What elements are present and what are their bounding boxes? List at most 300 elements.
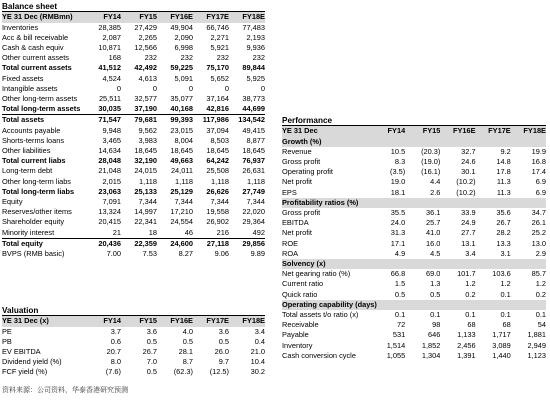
cell-value: 27.7 (461, 228, 476, 238)
cell-value: 24.6 (461, 156, 476, 166)
table-row (282, 249, 546, 259)
row-label: Receivable (282, 320, 319, 330)
row-label: Other current assets (2, 53, 69, 63)
cell-value: 77,483 (242, 22, 265, 32)
table-row (282, 157, 546, 167)
table-row (282, 279, 546, 289)
cell-value: 8,503 (210, 135, 229, 145)
row-label: Current ratio (282, 279, 324, 289)
row-label: Inventory (282, 340, 313, 350)
cell-value: 7,091 (102, 196, 121, 206)
row-label: Revenue (282, 146, 312, 156)
section-header (282, 259, 546, 269)
table-header (2, 12, 265, 23)
cell-value: 41.0 (425, 228, 441, 238)
cell-value: 0.1 (465, 309, 476, 319)
table-row (282, 330, 546, 340)
table-row (282, 218, 546, 228)
cell-value: 25.2 (531, 228, 546, 238)
table-row (282, 351, 546, 361)
table-row (2, 177, 265, 187)
table-row (2, 104, 265, 115)
cell-value: 2.9 (535, 248, 546, 258)
cell-value: 8.27 (178, 248, 193, 258)
cell-value: 26,631 (242, 166, 265, 176)
cell-value: 27,749 (242, 186, 265, 196)
table-row (282, 177, 546, 187)
cell-value: 7,344 (174, 196, 193, 206)
row-label: Total current liabs (2, 156, 66, 166)
cell-value: 1,118 (247, 176, 265, 186)
cell-value: 36.1 (425, 207, 441, 217)
cell-value: 2,090 (174, 32, 193, 42)
cell-value: 1,391 (457, 350, 476, 360)
cell-value: 26,902 (206, 217, 229, 227)
cell-value: 24.0 (390, 218, 406, 228)
cell-value: 7,344 (246, 196, 265, 206)
cell-value: 6,998 (174, 42, 193, 52)
table-row (2, 228, 265, 239)
cell-value: 0.1 (394, 309, 406, 319)
cell-value: 13.1 (461, 238, 476, 248)
row-label: Shorts-terms loans (2, 135, 65, 145)
cell-value: 26.7 (142, 346, 157, 356)
table-row (2, 84, 265, 94)
cell-value: 54 (537, 320, 546, 330)
cell-value: 38,773 (242, 93, 265, 103)
cell-value: 10.5 (390, 146, 406, 156)
cell-value: 4.5 (430, 248, 441, 258)
cell-value: 2,265 (138, 32, 157, 42)
cell-value: 25,133 (134, 186, 157, 196)
row-label: YE 31 Dec (RMBmn) (2, 12, 85, 23)
cell-value: 9.06 (214, 248, 229, 258)
cell-value: 21,048 (98, 166, 121, 176)
table-row (2, 94, 265, 104)
cell-value: 5,921 (210, 42, 229, 52)
cell-value: FY15 (121, 316, 157, 327)
row-label: ROE (282, 238, 299, 248)
cell-value: (3.5) (389, 167, 406, 177)
cell-value: 18.1 (390, 187, 406, 197)
table-row (282, 188, 546, 198)
table-header (282, 126, 546, 137)
cell-value: 27,118 (193, 238, 229, 249)
cell-value: 0 (152, 83, 157, 93)
cell-value: 23,063 (98, 186, 121, 196)
cell-value: 35.5 (390, 207, 406, 217)
section-title: Profitability ratios (%) (282, 198, 546, 208)
row-label: PE (2, 326, 12, 336)
cell-value: 1,118 (139, 176, 157, 186)
cell-value: 20.7 (106, 346, 121, 356)
cell-value: (10.2) (456, 177, 476, 187)
row-label: Total long-term liabs (2, 186, 75, 196)
cell-value: 46 (184, 227, 193, 237)
cell-value: FY18E (229, 316, 265, 327)
cell-value: 3,465 (102, 135, 121, 145)
row-label: ROA (282, 248, 299, 258)
table-row (2, 23, 265, 33)
table-row (2, 136, 265, 146)
row-label: EPS (282, 187, 297, 197)
row-label: EBITDA (282, 218, 309, 228)
row-label: Gross profit (282, 207, 321, 217)
row-label: Total assets t/o ratio (x) (282, 309, 359, 319)
cell-value: 0 (116, 83, 121, 93)
cell-value: 1.2 (465, 279, 476, 289)
cell-value: 3.6 (146, 326, 157, 336)
table-row (2, 115, 265, 126)
row-label: Total equity (2, 238, 85, 249)
cell-value: 89,844 (242, 63, 265, 73)
cell-value: 1,440 (492, 350, 511, 360)
cell-value: 7.53 (142, 248, 157, 258)
cell-value: 7.00 (106, 248, 121, 258)
row-label: Fixed assets (2, 73, 44, 83)
cell-value: 21 (112, 227, 121, 237)
cell-value: 20,415 (98, 217, 121, 227)
cell-value: 5,925 (246, 73, 265, 83)
cell-value: (20.3) (421, 146, 441, 156)
table-row (2, 367, 265, 377)
cell-value: 37,164 (206, 93, 229, 103)
cell-value: 18,645 (206, 145, 229, 155)
table-row (2, 126, 265, 136)
cell-value: 49,904 (170, 22, 193, 32)
cell-value: 2,193 (246, 32, 265, 42)
cell-value: 0.5 (430, 289, 441, 299)
cell-value: 2,087 (102, 32, 121, 42)
cell-value: 32,190 (134, 156, 157, 166)
cell-value: 24,600 (157, 238, 193, 249)
table-row (282, 269, 546, 279)
table-row (2, 43, 265, 53)
cell-value: 10.4 (250, 357, 265, 367)
cell-value: FY17E (193, 316, 229, 327)
cell-value: 26.7 (496, 218, 511, 228)
cell-value: 8,004 (174, 135, 193, 145)
cell-value: (12.5) (209, 367, 229, 377)
cell-value: 40,168 (170, 104, 193, 114)
cell-value: 17,210 (170, 207, 193, 217)
cell-value: 44,699 (242, 104, 265, 114)
cell-value: 3,089 (492, 340, 511, 350)
cell-value: 16.8 (531, 156, 546, 166)
cell-value: 68 (502, 320, 511, 330)
table-row (2, 327, 265, 337)
cell-value: 1.2 (500, 279, 511, 289)
cell-value: 6.9 (535, 177, 546, 187)
cell-value: 3.4 (254, 326, 265, 336)
row-label: Other long-term liabs (2, 176, 72, 186)
cell-value: 30.1 (461, 167, 476, 177)
cell-value: 1.2 (535, 279, 546, 289)
cell-value: 41,512 (98, 63, 121, 73)
cell-value: FY18E (229, 12, 265, 23)
row-label: Gross profit (282, 156, 321, 166)
row-label: Inventories (2, 22, 39, 32)
valuation-title: Valuation (2, 306, 265, 316)
table-row (2, 249, 265, 259)
cell-value: 1,304 (421, 350, 441, 360)
cell-value: 1,118 (211, 176, 229, 186)
row-label: Total long-term assets (2, 104, 81, 114)
cell-value: 0.1 (535, 309, 546, 319)
cell-value: 32.7 (461, 146, 476, 156)
cell-value: 20,436 (85, 238, 121, 249)
cell-value: 25,129 (170, 186, 193, 196)
cell-value: 9.7 (218, 357, 229, 367)
cell-value: 9.2 (500, 146, 511, 156)
cell-value: 3,983 (138, 135, 157, 145)
cell-value: 19.9 (531, 146, 546, 156)
cell-value: 232 (216, 53, 229, 63)
table-row (2, 63, 265, 73)
cell-value: 9,948 (102, 125, 121, 135)
cell-value: 30.2 (250, 367, 265, 377)
cell-value: 6.9 (535, 187, 546, 197)
row-label: Accounts payable (2, 125, 61, 135)
cell-value: 117,986 (193, 115, 229, 126)
cell-value: 37,094 (206, 125, 229, 135)
cell-value: 17.4 (531, 167, 546, 177)
cell-value: FY16E (157, 12, 193, 23)
row-label: EV EBITDA (2, 346, 41, 356)
cell-value: 66,746 (206, 22, 229, 32)
cell-value: 34.7 (531, 207, 546, 217)
section-header (282, 300, 546, 310)
cell-value: 232 (252, 53, 265, 63)
cell-value: 14.8 (496, 156, 511, 166)
cell-value: 49,415 (242, 125, 265, 135)
section-title: Growth (%) (282, 137, 546, 147)
cell-value: 3.1 (500, 248, 511, 258)
row-label: BVPS (RMB basic) (2, 248, 65, 258)
cell-value: (16.1) (421, 167, 441, 177)
balance-sheet-title: Balance sheet (2, 2, 265, 12)
row-label: Reserves/other items (2, 207, 72, 217)
cell-value: 4.4 (430, 177, 441, 187)
cell-value: 1,123 (527, 350, 546, 360)
cell-value: 2,456 (457, 340, 476, 350)
cell-value: 3.4 (465, 248, 476, 258)
cell-value: (10.2) (456, 187, 476, 197)
cell-value: 4.0 (182, 326, 193, 336)
cell-value: (62.3) (173, 367, 193, 377)
cell-value: 3.7 (110, 326, 121, 336)
cell-value: 1.5 (394, 279, 406, 289)
cell-value: 1,118 (175, 176, 193, 186)
cell-value: 25,508 (206, 166, 229, 176)
cell-value: 4.9 (394, 248, 406, 258)
cell-value: 0.2 (465, 289, 476, 299)
row-label: Dividend yield (%) (2, 357, 62, 367)
cell-value: 1,133 (457, 330, 476, 340)
cell-value: 64,242 (206, 156, 229, 166)
cell-value: (19.0) (421, 156, 441, 166)
cell-value: 4,613 (138, 73, 157, 83)
row-label: Quick ratio (282, 289, 318, 299)
table-row (2, 337, 265, 347)
cell-value: 18,645 (170, 145, 193, 155)
table-row (282, 228, 546, 238)
cell-value: 19.0 (390, 177, 406, 187)
table-row (2, 53, 265, 63)
cell-value: 8.0 (110, 357, 121, 367)
table-header (2, 316, 265, 327)
cell-value: 16.0 (425, 238, 441, 248)
cell-value: 24,554 (170, 217, 193, 227)
cell-value: 11.3 (496, 187, 511, 197)
table-row (2, 357, 265, 367)
section-title: Operating capability (days) (282, 300, 546, 310)
table-row (2, 166, 265, 176)
table-row (2, 238, 265, 249)
cell-value: FY14 (85, 12, 121, 23)
cell-value: 19,558 (206, 207, 229, 217)
cell-value: 11.3 (496, 177, 511, 187)
cell-value: 71,547 (85, 115, 121, 126)
section-header (282, 198, 546, 208)
cell-value: FY17E (193, 12, 229, 23)
row-label: Total assets (2, 115, 85, 126)
table-row (282, 320, 546, 330)
cell-value: 17.8 (496, 167, 511, 177)
row-label: Other long-term assets (2, 93, 78, 103)
cell-value: 28,385 (98, 22, 121, 32)
row-label: Net profit (282, 228, 312, 238)
cell-value: 33.9 (461, 207, 476, 217)
cell-value: 28.1 (178, 346, 193, 356)
row-label: Minority interest (2, 227, 55, 237)
cell-value: 0.6 (110, 336, 121, 346)
table-row (2, 33, 265, 43)
table-row (2, 187, 265, 197)
cell-value: 66.8 (390, 269, 406, 279)
cell-value: 18,645 (134, 145, 157, 155)
row-label: Net profit (282, 177, 312, 187)
cell-value: 8.7 (182, 357, 193, 367)
table-row (2, 207, 265, 217)
row-label: Shareholder equity (2, 217, 65, 227)
cell-value: 0.1 (500, 309, 511, 319)
cell-value: 103.6 (492, 269, 511, 279)
cell-value: FY18E (511, 126, 546, 137)
cell-value: 216 (216, 227, 229, 237)
balance-sheet-table (2, 12, 265, 259)
cell-value: 0.5 (146, 367, 157, 377)
row-label: FCF yield (%) (2, 367, 48, 377)
table-row (282, 239, 546, 249)
cell-value: 0 (260, 83, 265, 93)
cell-value: 13.0 (531, 238, 546, 248)
section-header (282, 137, 546, 147)
row-label: Long-term debt (2, 166, 53, 176)
cell-value: 2,271 (210, 32, 229, 42)
cell-value: 7.0 (146, 357, 157, 367)
cell-value: 531 (392, 330, 406, 340)
cell-value: 42,816 (206, 104, 229, 114)
cell-value: 28,048 (98, 156, 121, 166)
cell-value: 18,645 (242, 145, 265, 155)
cell-value: 29,364 (242, 217, 265, 227)
cell-value: 26.1 (531, 218, 546, 228)
table-row (2, 347, 265, 357)
cell-value: 79,681 (121, 115, 157, 126)
cell-value: 35,077 (170, 93, 193, 103)
cell-value: 2,015 (102, 176, 121, 186)
cell-value: 492 (252, 227, 265, 237)
cell-value: 37,190 (134, 104, 157, 114)
cell-value: 24.9 (461, 218, 476, 228)
row-label: Other liabilities (2, 145, 51, 155)
cell-value: 26.0 (214, 346, 229, 356)
cell-value: 0.5 (394, 289, 406, 299)
cell-value: 31.3 (390, 228, 406, 238)
cell-value: 1,514 (386, 340, 406, 350)
cell-value: 8.3 (394, 156, 406, 166)
cell-value: 0.5 (182, 336, 193, 346)
table-row (2, 197, 265, 207)
cell-value: 69.0 (425, 269, 441, 279)
cell-value: 101.7 (457, 269, 476, 279)
cell-value: 98 (432, 320, 441, 330)
table-row (282, 147, 546, 157)
cell-value: 68 (467, 320, 476, 330)
cell-value: 3.6 (218, 326, 229, 336)
cell-value: 59,225 (170, 63, 193, 73)
cell-value: 0.4 (254, 336, 265, 346)
cell-value: 76,937 (242, 156, 265, 166)
cell-value: 14,634 (98, 145, 121, 155)
cell-value: 23,015 (170, 125, 193, 135)
row-label: Equity (2, 196, 23, 206)
cell-value: 22,020 (242, 207, 265, 217)
performance-title: Performance (282, 116, 546, 126)
cell-value: 4,524 (102, 73, 121, 83)
source-note: 资料来源：公司资料，华泰香港研究预测 (2, 387, 128, 394)
cell-value: 13,324 (98, 207, 121, 217)
table-row (2, 74, 265, 84)
cell-value: 29,856 (229, 238, 265, 249)
cell-value: 1,717 (492, 330, 511, 340)
cell-value: 1,055 (386, 350, 406, 360)
cell-value: 134,542 (229, 115, 265, 126)
valuation-table (2, 316, 265, 378)
cell-value: FY16E (157, 316, 193, 327)
row-label: Cash conversion cycle (282, 350, 356, 360)
cell-value: 0.5 (146, 336, 157, 346)
table-row (282, 208, 546, 218)
row-label: Net gearing ratio (%) (282, 269, 351, 279)
table-row (282, 167, 546, 177)
cell-value: 35.6 (496, 207, 511, 217)
cell-value: 9.89 (250, 248, 265, 258)
cell-value: 72 (396, 320, 406, 330)
cell-value: 8,877 (246, 135, 265, 145)
cell-value: FY14 (370, 126, 405, 137)
balance-sheet-panel (2, 2, 265, 259)
row-label: Cash & cash equiv (2, 42, 64, 52)
cell-value: 1,852 (421, 340, 441, 350)
cell-value: 7,344 (138, 196, 157, 206)
cell-value: 24,011 (170, 166, 193, 176)
cell-value: 30,035 (98, 104, 121, 114)
cell-value: 85.7 (531, 269, 546, 279)
cell-value: 1.3 (430, 279, 441, 289)
cell-value: 22,341 (134, 217, 157, 227)
